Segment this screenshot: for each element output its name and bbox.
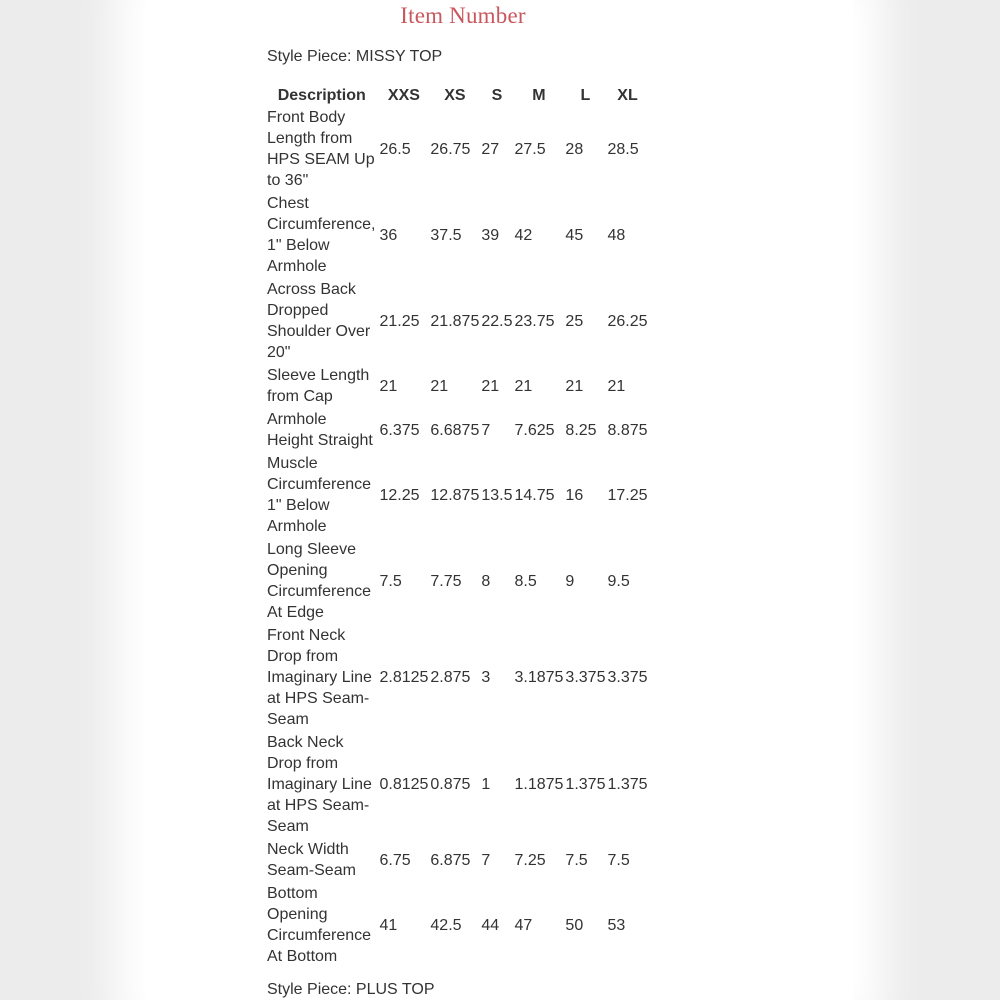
cell-l: 1.375 (565, 776, 606, 793)
header-m: M (532, 86, 546, 104)
cell-xs: 12.875 (430, 486, 480, 504)
cell-m: 3.1875 (514, 669, 564, 686)
cell-l: 50 (565, 916, 584, 934)
cell-m: 47 (514, 916, 533, 934)
cell-xs: 42.5 (430, 916, 462, 934)
cell-m: 7.25 (514, 851, 546, 869)
cell-xxs: 21.25 (379, 312, 420, 330)
cell-xs: 37.5 (430, 226, 462, 244)
row-description: Sleeve Length from Cap (267, 367, 370, 405)
table-row (265, 538, 649, 624)
cell-xs: 7.75 (430, 572, 462, 590)
cell-xl: 53 (607, 916, 626, 934)
cell-xs: 0.875 (430, 776, 471, 793)
cell-xl: 21 (607, 377, 626, 395)
table-row (265, 364, 649, 408)
cell-s: 8 (481, 572, 491, 590)
cell-xxs: 7.5 (379, 572, 402, 590)
cell-l: 9 (565, 572, 575, 590)
table-row (265, 452, 649, 538)
header-description: Description (277, 86, 366, 104)
style-piece-missy: Style Piece: MISSY TOP (267, 48, 443, 65)
cell-s: 7 (481, 851, 491, 869)
cell-xxs: 0.8125 (379, 776, 429, 793)
row-description: Armhole Height Straight (267, 411, 373, 449)
table-row (265, 731, 649, 838)
header-xl: XL (617, 86, 638, 104)
cell-l: 45 (565, 226, 584, 244)
cell-xxs: 41 (379, 916, 398, 934)
cell-s: 13.5 (481, 486, 513, 504)
cell-xl: 1.375 (607, 776, 648, 793)
table-row (265, 278, 649, 364)
cell-xs: 2.875 (430, 669, 471, 686)
row-description: Long Sleeve Opening Circumference At Edge (267, 541, 372, 621)
cell-l: 7.5 (565, 851, 588, 869)
cell-m: 27.5 (514, 140, 546, 158)
row-description: Neck Width Seam-Seam (267, 841, 356, 879)
item-number-title: Item Number (400, 3, 526, 28)
cell-xxs: 6.375 (379, 421, 420, 439)
style-piece-plus: Style Piece: PLUS TOP (267, 981, 435, 998)
cell-m: 23.75 (514, 312, 555, 330)
row-description: Back Neck Drop from Imaginary Line at HPS Seam-Seam (267, 734, 372, 835)
row-description: Across Back Dropped Shoulder Over 20" (267, 281, 371, 361)
cell-l: 28 (565, 140, 584, 158)
table-row (265, 192, 649, 278)
row-description: Chest Circumference, 1" Below Armhole (267, 195, 376, 275)
cell-m: 42 (514, 226, 533, 244)
header-xs: XS (444, 86, 466, 104)
table-row (265, 624, 649, 731)
cell-m: 7.625 (514, 421, 555, 439)
table-row (265, 408, 649, 452)
cell-xs: 26.75 (430, 140, 471, 158)
cell-xl: 26.25 (607, 312, 648, 330)
cell-xs: 21 (430, 377, 449, 395)
cell-l: 21 (565, 377, 584, 395)
row-description: Muscle Circumference 1" Below Armhole (267, 455, 372, 535)
row-description: Bottom Opening Circumference At Bottom (267, 885, 372, 965)
cell-m: 8.5 (514, 572, 537, 590)
header-s: S (491, 86, 503, 104)
cell-s: 1 (481, 776, 491, 793)
size-spec-table (265, 84, 649, 968)
cell-m: 1.1875 (514, 776, 564, 793)
cell-xs: 6.875 (430, 851, 471, 869)
cell-xs: 6.6875 (430, 421, 480, 439)
cell-m: 14.75 (514, 486, 555, 504)
cell-xxs: 12.25 (379, 486, 420, 504)
cell-s: 44 (481, 916, 500, 934)
cell-xxs: 36 (379, 226, 398, 244)
cell-m: 21 (514, 377, 533, 395)
cell-xxs: 6.75 (379, 851, 411, 869)
cell-xxs: 2.8125 (379, 669, 429, 686)
row-description: Front Body Length from HPS SEAM Up to 36" (267, 109, 375, 189)
table-row (265, 106, 649, 192)
table-row (265, 882, 649, 968)
cell-l: 3.375 (565, 669, 606, 686)
cell-s: 39 (481, 226, 500, 244)
cell-l: 25 (565, 312, 584, 330)
header-l: L (580, 86, 591, 104)
table-row (265, 838, 649, 882)
cell-l: 16 (565, 486, 584, 504)
row-description: Front Neck Drop from Imaginary Line at HPS Seam-Seam (267, 627, 372, 728)
cell-xl: 9.5 (607, 572, 630, 590)
cell-xl: 48 (607, 226, 626, 244)
cell-s: 27 (481, 140, 500, 158)
cell-s: 3 (481, 669, 491, 686)
cell-xxs: 21 (379, 377, 398, 395)
cell-s: 22.5 (481, 312, 513, 330)
cell-xl: 7.5 (607, 851, 630, 869)
cell-xl: 28.5 (607, 140, 639, 158)
cell-s: 21 (481, 377, 500, 395)
cell-xl: 3.375 (607, 669, 648, 686)
header-xxs: XXS (387, 86, 420, 104)
cell-s: 7 (481, 421, 491, 439)
cell-xs: 21.875 (430, 312, 480, 330)
cell-xxs: 26.5 (379, 140, 411, 158)
table-header-row (265, 84, 649, 106)
cell-xl: 17.25 (607, 486, 648, 504)
cell-l: 8.25 (565, 421, 597, 439)
cell-xl: 8.875 (607, 421, 648, 439)
